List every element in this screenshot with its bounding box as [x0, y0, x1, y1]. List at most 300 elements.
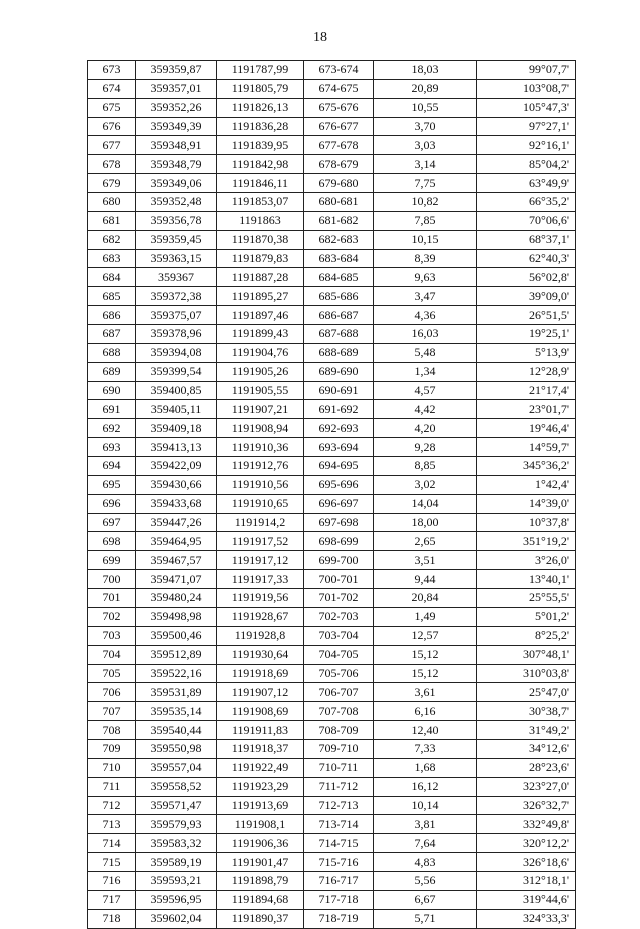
y-coordinate-cell: 1191895,27: [217, 287, 304, 306]
point-number-cell: 685: [88, 287, 136, 306]
y-coordinate-cell: 1191842,98: [217, 155, 304, 174]
table-row: [88, 155, 576, 174]
point-number-cell: 697: [88, 513, 136, 532]
y-coordinate-cell: 1191922,49: [217, 758, 304, 777]
segment-cell: 716-717: [304, 871, 374, 890]
segment-cell: 678-679: [304, 155, 374, 174]
distance-cell: 1,34: [374, 362, 477, 381]
x-coordinate-cell: 359467,57: [136, 551, 217, 570]
bearing-cell: 34°12,6': [477, 739, 576, 758]
x-coordinate-cell: 359357,01: [136, 79, 217, 98]
table-row: [88, 777, 576, 796]
bearing-cell: 105°47,3': [477, 98, 576, 117]
x-coordinate-cell: 359359,45: [136, 230, 217, 249]
table-row: [88, 475, 576, 494]
distance-cell: 7,75: [374, 174, 477, 193]
x-coordinate-cell: 359571,47: [136, 796, 217, 815]
distance-cell: 20,84: [374, 589, 477, 608]
bearing-cell: 63°49,9': [477, 174, 576, 193]
x-coordinate-cell: 359583,32: [136, 834, 217, 853]
segment-cell: 698-699: [304, 532, 374, 551]
distance-cell: 6,67: [374, 890, 477, 909]
distance-cell: 4,36: [374, 306, 477, 325]
table-row: [88, 758, 576, 777]
bearing-cell: 23°01,7': [477, 400, 576, 419]
segment-cell: 714-715: [304, 834, 374, 853]
segment-cell: 691-692: [304, 400, 374, 419]
y-coordinate-cell: 1191899,43: [217, 325, 304, 344]
segment-cell: 677-678: [304, 136, 374, 155]
x-coordinate-cell: 359447,26: [136, 513, 217, 532]
bearing-cell: 13°40,1': [477, 570, 576, 589]
segment-cell: 709-710: [304, 739, 374, 758]
table-row: [88, 607, 576, 626]
segment-cell: 673-674: [304, 61, 374, 80]
segment-cell: 702-703: [304, 607, 374, 626]
distance-cell: 10,15: [374, 230, 477, 249]
bearing-cell: 19°46,4': [477, 419, 576, 438]
x-coordinate-cell: 359589,19: [136, 853, 217, 872]
x-coordinate-cell: 359356,78: [136, 211, 217, 230]
segment-cell: 679-680: [304, 174, 374, 193]
x-coordinate-cell: 359471,07: [136, 570, 217, 589]
table-row: [88, 853, 576, 872]
x-coordinate-cell: 359375,07: [136, 306, 217, 325]
point-number-cell: 714: [88, 834, 136, 853]
x-coordinate-cell: 359464,95: [136, 532, 217, 551]
y-coordinate-cell: 1191911,83: [217, 721, 304, 740]
bearing-cell: 307°48,1': [477, 645, 576, 664]
table-row: [88, 325, 576, 344]
y-coordinate-cell: 1191923,29: [217, 777, 304, 796]
bearing-cell: 332°49,8': [477, 815, 576, 834]
distance-cell: 3,47: [374, 287, 477, 306]
point-number-cell: 675: [88, 98, 136, 117]
bearing-cell: 12°28,9': [477, 362, 576, 381]
bearing-cell: 66°35,2': [477, 193, 576, 212]
y-coordinate-cell: 1191836,28: [217, 117, 304, 136]
point-number-cell: 707: [88, 702, 136, 721]
distance-cell: 20,89: [374, 79, 477, 98]
distance-cell: 4,57: [374, 381, 477, 400]
x-coordinate-cell: 359535,14: [136, 702, 217, 721]
y-coordinate-cell: 1191853,07: [217, 193, 304, 212]
table-row: [88, 551, 576, 570]
x-coordinate-cell: 359593,21: [136, 871, 217, 890]
table-row: [88, 645, 576, 664]
y-coordinate-cell: 1191910,65: [217, 494, 304, 513]
segment-cell: 685-686: [304, 287, 374, 306]
table-row: [88, 381, 576, 400]
bearing-cell: 326°32,7': [477, 796, 576, 815]
bearing-cell: 10°37,8': [477, 513, 576, 532]
distance-cell: 1,68: [374, 758, 477, 777]
bearing-cell: 70°06,6': [477, 211, 576, 230]
x-coordinate-cell: 359430,66: [136, 475, 217, 494]
segment-cell: 717-718: [304, 890, 374, 909]
table-row: [88, 815, 576, 834]
y-coordinate-cell: 1191930,64: [217, 645, 304, 664]
point-number-cell: 693: [88, 438, 136, 457]
bearing-cell: 62°40,3': [477, 249, 576, 268]
segment-cell: 713-714: [304, 815, 374, 834]
point-number-cell: 689: [88, 362, 136, 381]
bearing-cell: 25°47,0': [477, 683, 576, 702]
bearing-cell: 99°07,7': [477, 61, 576, 80]
table-row: [88, 909, 576, 928]
point-number-cell: 683: [88, 249, 136, 268]
table-row: [88, 79, 576, 98]
segment-cell: 683-684: [304, 249, 374, 268]
y-coordinate-cell: 1191879,83: [217, 249, 304, 268]
distance-cell: 7,85: [374, 211, 477, 230]
x-coordinate-cell: 359512,89: [136, 645, 217, 664]
distance-cell: 3,14: [374, 155, 477, 174]
y-coordinate-cell: 1191928,67: [217, 607, 304, 626]
y-coordinate-cell: 1191918,69: [217, 664, 304, 683]
table-row: [88, 494, 576, 513]
segment-cell: 674-675: [304, 79, 374, 98]
bearing-cell: 19°25,1': [477, 325, 576, 344]
distance-cell: 2,65: [374, 532, 477, 551]
y-coordinate-cell: 1191863: [217, 211, 304, 230]
y-coordinate-cell: 1191894,68: [217, 890, 304, 909]
y-coordinate-cell: 1191917,12: [217, 551, 304, 570]
bearing-cell: 3°26,0': [477, 551, 576, 570]
y-coordinate-cell: 1191908,94: [217, 419, 304, 438]
segment-cell: 701-702: [304, 589, 374, 608]
table-row: [88, 343, 576, 362]
x-coordinate-cell: 359363,15: [136, 249, 217, 268]
bearing-cell: 310°03,8': [477, 664, 576, 683]
x-coordinate-cell: 359433,68: [136, 494, 217, 513]
distance-cell: 12,57: [374, 626, 477, 645]
table-row: [88, 890, 576, 909]
bearing-cell: 21°17,4': [477, 381, 576, 400]
segment-cell: 700-701: [304, 570, 374, 589]
y-coordinate-cell: 1191901,47: [217, 853, 304, 872]
y-coordinate-cell: 1191805,79: [217, 79, 304, 98]
table-row: [88, 287, 576, 306]
y-coordinate-cell: 1191846,11: [217, 174, 304, 193]
x-coordinate-cell: 359378,96: [136, 325, 217, 344]
point-number-cell: 682: [88, 230, 136, 249]
segment-cell: 690-691: [304, 381, 374, 400]
segment-cell: 675-676: [304, 98, 374, 117]
bearing-cell: 31°49,2': [477, 721, 576, 740]
point-number-cell: 710: [88, 758, 136, 777]
table-row: [88, 871, 576, 890]
segment-cell: 705-706: [304, 664, 374, 683]
y-coordinate-cell: 1191908,69: [217, 702, 304, 721]
table-row: [88, 98, 576, 117]
point-number-cell: 708: [88, 721, 136, 740]
bearing-cell: 1°42,4': [477, 475, 576, 494]
y-coordinate-cell: 1191913,69: [217, 796, 304, 815]
distance-cell: 16,12: [374, 777, 477, 796]
segment-cell: 708-709: [304, 721, 374, 740]
bearing-cell: 5°13,9': [477, 343, 576, 362]
table-row: [88, 193, 576, 212]
y-coordinate-cell: 1191912,76: [217, 457, 304, 476]
table-row: [88, 174, 576, 193]
y-coordinate-cell: 1191890,37: [217, 909, 304, 928]
coordinates-table: [87, 60, 576, 929]
y-coordinate-cell: 1191897,46: [217, 306, 304, 325]
y-coordinate-cell: 1191919,56: [217, 589, 304, 608]
x-coordinate-cell: 359413,13: [136, 438, 217, 457]
segment-cell: 693-694: [304, 438, 374, 457]
distance-cell: 3,03: [374, 136, 477, 155]
table-row: [88, 457, 576, 476]
point-number-cell: 684: [88, 268, 136, 287]
point-number-cell: 713: [88, 815, 136, 834]
bearing-cell: 319°44,6': [477, 890, 576, 909]
y-coordinate-cell: 1191914,2: [217, 513, 304, 532]
x-coordinate-cell: 359352,26: [136, 98, 217, 117]
segment-cell: 676-677: [304, 117, 374, 136]
bearing-cell: 5°01,2': [477, 607, 576, 626]
x-coordinate-cell: 359352,48: [136, 193, 217, 212]
page-number: 18: [313, 30, 327, 45]
point-number-cell: 679: [88, 174, 136, 193]
x-coordinate-cell: 359498,98: [136, 607, 217, 626]
table-row: [88, 683, 576, 702]
distance-cell: 7,33: [374, 739, 477, 758]
point-number-cell: 698: [88, 532, 136, 551]
segment-cell: 695-696: [304, 475, 374, 494]
table-row: [88, 721, 576, 740]
bearing-cell: 14°59,7': [477, 438, 576, 457]
distance-cell: 7,64: [374, 834, 477, 853]
segment-cell: 711-712: [304, 777, 374, 796]
point-number-cell: 716: [88, 871, 136, 890]
bearing-cell: 326°18,6': [477, 853, 576, 872]
distance-cell: 3,61: [374, 683, 477, 702]
point-number-cell: 715: [88, 853, 136, 872]
bearing-cell: 85°04,2': [477, 155, 576, 174]
distance-cell: 10,14: [374, 796, 477, 815]
y-coordinate-cell: 1191826,13: [217, 98, 304, 117]
segment-cell: 707-708: [304, 702, 374, 721]
point-number-cell: 686: [88, 306, 136, 325]
bearing-cell: 103°08,7': [477, 79, 576, 98]
distance-cell: 14,04: [374, 494, 477, 513]
y-coordinate-cell: 1191904,76: [217, 343, 304, 362]
table-row: [88, 796, 576, 815]
table-row: [88, 834, 576, 853]
x-coordinate-cell: 359399,54: [136, 362, 217, 381]
distance-cell: 15,12: [374, 664, 477, 683]
y-coordinate-cell: 1191910,56: [217, 475, 304, 494]
distance-cell: 3,02: [374, 475, 477, 494]
x-coordinate-cell: 359409,18: [136, 419, 217, 438]
segment-cell: 704-705: [304, 645, 374, 664]
bearing-cell: 345°36,2': [477, 457, 576, 476]
y-coordinate-cell: 1191870,38: [217, 230, 304, 249]
segment-cell: 703-704: [304, 626, 374, 645]
bearing-cell: 30°38,7': [477, 702, 576, 721]
point-number-cell: 687: [88, 325, 136, 344]
table-row: [88, 249, 576, 268]
x-coordinate-cell: 359557,04: [136, 758, 217, 777]
x-coordinate-cell: 359480,24: [136, 589, 217, 608]
table-row: [88, 362, 576, 381]
segment-cell: 684-685: [304, 268, 374, 287]
table-row: [88, 117, 576, 136]
point-number-cell: 717: [88, 890, 136, 909]
segment-cell: 681-682: [304, 211, 374, 230]
x-coordinate-cell: 359579,93: [136, 815, 217, 834]
table-row: [88, 136, 576, 155]
point-number-cell: 702: [88, 607, 136, 626]
point-number-cell: 694: [88, 457, 136, 476]
segment-cell: 697-698: [304, 513, 374, 532]
table-row: [88, 306, 576, 325]
table-row: [88, 400, 576, 419]
segment-cell: 680-681: [304, 193, 374, 212]
y-coordinate-cell: 1191907,21: [217, 400, 304, 419]
distance-cell: 15,12: [374, 645, 477, 664]
point-number-cell: 678: [88, 155, 136, 174]
x-coordinate-cell: 359531,89: [136, 683, 217, 702]
point-number-cell: 695: [88, 475, 136, 494]
distance-cell: 4,20: [374, 419, 477, 438]
x-coordinate-cell: 359349,06: [136, 174, 217, 193]
distance-cell: 10,82: [374, 193, 477, 212]
x-coordinate-cell: 359522,16: [136, 664, 217, 683]
table-row: [88, 664, 576, 683]
segment-cell: 696-697: [304, 494, 374, 513]
bearing-cell: 56°02,8': [477, 268, 576, 287]
distance-cell: 5,56: [374, 871, 477, 890]
y-coordinate-cell: 1191917,52: [217, 532, 304, 551]
distance-cell: 5,71: [374, 909, 477, 928]
distance-cell: 3,70: [374, 117, 477, 136]
bearing-cell: 323°27,0': [477, 777, 576, 796]
point-number-cell: 690: [88, 381, 136, 400]
table-row: [88, 419, 576, 438]
table-row: [88, 570, 576, 589]
distance-cell: 8,85: [374, 457, 477, 476]
x-coordinate-cell: 359422,09: [136, 457, 217, 476]
point-number-cell: 718: [88, 909, 136, 928]
x-coordinate-cell: 359550,98: [136, 739, 217, 758]
table-row: [88, 268, 576, 287]
x-coordinate-cell: 359405,11: [136, 400, 217, 419]
table-row: [88, 532, 576, 551]
x-coordinate-cell: 359367: [136, 268, 217, 287]
distance-cell: 3,51: [374, 551, 477, 570]
table-row: [88, 513, 576, 532]
x-coordinate-cell: 359349,39: [136, 117, 217, 136]
distance-cell: 4,83: [374, 853, 477, 872]
segment-cell: 718-719: [304, 909, 374, 928]
segment-cell: 712-713: [304, 796, 374, 815]
y-coordinate-cell: 1191887,28: [217, 268, 304, 287]
bearing-cell: 8°25,2': [477, 626, 576, 645]
point-number-cell: 688: [88, 343, 136, 362]
point-number-cell: 711: [88, 777, 136, 796]
x-coordinate-cell: 359348,91: [136, 136, 217, 155]
point-number-cell: 692: [88, 419, 136, 438]
x-coordinate-cell: 359400,85: [136, 381, 217, 400]
table-row: [88, 438, 576, 457]
point-number-cell: 677: [88, 136, 136, 155]
bearing-cell: 25°55,5': [477, 589, 576, 608]
segment-cell: 688-689: [304, 343, 374, 362]
distance-cell: 10,55: [374, 98, 477, 117]
distance-cell: 9,63: [374, 268, 477, 287]
bearing-cell: 92°16,1': [477, 136, 576, 155]
segment-cell: 689-690: [304, 362, 374, 381]
point-number-cell: 680: [88, 193, 136, 212]
y-coordinate-cell: 1191928,8: [217, 626, 304, 645]
point-number-cell: 705: [88, 664, 136, 683]
distance-cell: 18,00: [374, 513, 477, 532]
point-number-cell: 673: [88, 61, 136, 80]
segment-cell: 692-693: [304, 419, 374, 438]
coordinates-table-body: [88, 61, 576, 929]
y-coordinate-cell: 1191905,26: [217, 362, 304, 381]
y-coordinate-cell: 1191905,55: [217, 381, 304, 400]
bearing-cell: 351°19,2': [477, 532, 576, 551]
x-coordinate-cell: 359596,95: [136, 890, 217, 909]
x-coordinate-cell: 359359,87: [136, 61, 217, 80]
x-coordinate-cell: 359558,52: [136, 777, 217, 796]
x-coordinate-cell: 359540,44: [136, 721, 217, 740]
distance-cell: 4,42: [374, 400, 477, 419]
bearing-cell: 320°12,2': [477, 834, 576, 853]
x-coordinate-cell: 359500,46: [136, 626, 217, 645]
point-number-cell: 681: [88, 211, 136, 230]
table-row: [88, 230, 576, 249]
distance-cell: 12,40: [374, 721, 477, 740]
table-row: [88, 739, 576, 758]
x-coordinate-cell: 359348,79: [136, 155, 217, 174]
y-coordinate-cell: 1191787,99: [217, 61, 304, 80]
coordinates-table-wrapper: [87, 60, 575, 929]
point-number-cell: 709: [88, 739, 136, 758]
point-number-cell: 700: [88, 570, 136, 589]
distance-cell: 16,03: [374, 325, 477, 344]
segment-cell: 694-695: [304, 457, 374, 476]
x-coordinate-cell: 359394,08: [136, 343, 217, 362]
table-row: [88, 626, 576, 645]
bearing-cell: 26°51,5': [477, 306, 576, 325]
table-row: [88, 211, 576, 230]
distance-cell: 8,39: [374, 249, 477, 268]
segment-cell: 699-700: [304, 551, 374, 570]
bearing-cell: 312°18,1': [477, 871, 576, 890]
segment-cell: 715-716: [304, 853, 374, 872]
y-coordinate-cell: 1191898,79: [217, 871, 304, 890]
point-number-cell: 704: [88, 645, 136, 664]
bearing-cell: 14°39,0': [477, 494, 576, 513]
point-number-cell: 703: [88, 626, 136, 645]
y-coordinate-cell: 1191908,1: [217, 815, 304, 834]
distance-cell: 5,48: [374, 343, 477, 362]
point-number-cell: 712: [88, 796, 136, 815]
y-coordinate-cell: 1191918,37: [217, 739, 304, 758]
table-row: [88, 702, 576, 721]
y-coordinate-cell: 1191910,36: [217, 438, 304, 457]
point-number-cell: 706: [88, 683, 136, 702]
segment-cell: 687-688: [304, 325, 374, 344]
table-row: [88, 589, 576, 608]
y-coordinate-cell: 1191906,36: [217, 834, 304, 853]
y-coordinate-cell: 1191839,95: [217, 136, 304, 155]
